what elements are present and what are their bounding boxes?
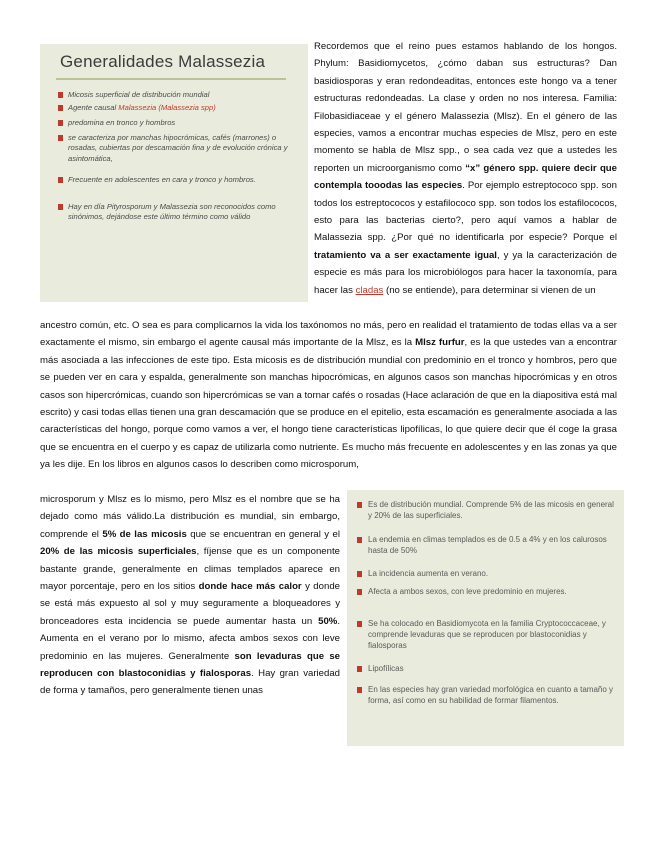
bullet-marker-icon: [357, 687, 362, 693]
bullet-marker-icon: [58, 92, 63, 98]
paragraph-intro: Recordemos que el reino pues estamos hablando de los hongos. Phylum: Basidiomycetos, ¿cómo daban sus estructuras? Dan basidiosporas y eran redondeaditas, entonces este hongo va a tener estructuras redondeadas. La clase y orden no nos interesa. Familia: Filobasidiaceae y el género Malassezia (Mlsz). En el género de las especies, vamos a encontrar muchas especies de Mlsz, pero en este momento se habla de Mlsz spp., o sea cada vez que a ustedes les reporten un microorganismo como “x” género spp. quiere decir que contempla tooodas las especies. Por ejemplo estreptococo spp. son todos los estreptococos y estafilococo spp. son todos los estafilococos, esto para las bacterias cierto?, pero aquí vamos a hablar de Malassezia spp. ¿Por qué no identificarla por especie? Porque el tratamiento va a ser exactamente igual, y ya la caracterización de especie es más para los microbiólogos para hacer la taxonomía, para hacer las cladas (no se entiende), para determinar si vienen de un: [314, 41, 617, 296]
slide-bullet: se caracteriza por manchas hipocrómicas, cafés (marrones) o rosadas, cubiertas por descamación fina y de evolución crónica y asintomática,: [68, 133, 288, 163]
paragraph-main: ancestro común, etc. O sea es para complicarnos la vida los taxónomos no más, pero en realidad el tratamiento de todas ellas va a ser exactamente el mismo, sin embargo el agente causal más importante de la Mlsz, es la Mlsz furfur, es la que ustedes van a encontrar más asociada a las infecciones de este tipo. Esta micosis es de distribución mundial con predominio en el tronco y hombros, pero que se pueden ver en cara y espalda, generalmente son manchas hipocrómicas, en algunos casos son manchas hipocrómicas y en otros casos son hipercrómicas, cuando son hipercrómicas se van a tornar cafés o rosadas (Hace aclaración de que en la diapositiva está mal escrito) y casi todas ellas tienen una gran descamación que se produce en el epitelio, esta escamación es generalmente asociada a las características del hongo, porque como vamos a ver, el hongo tiene características lipofílicas, lo que quiere decir que él coge la grasa que se encuentra en el cuerpo y es capaz de utilizarla como nutriente. Es mucho más frecuente en adolescentes y en las zonas ya que ya les dije. En los libros en algunos casos lo describen como microsporum,: [40, 320, 617, 471]
bullet-marker-icon: [58, 135, 63, 141]
bullet-marker-icon: [357, 589, 362, 595]
slide-title-rule: [56, 78, 286, 80]
bullet-marker-icon: [357, 571, 362, 577]
slide-bullet: Agente causal Malassezia (Malassezia spp): [68, 103, 216, 112]
bullet-marker-icon: [357, 666, 362, 672]
slide-image-generalidades: [40, 44, 308, 302]
slide-bullet: Hay en día Pityrosporum y Malassezia son reconocidos como sinónimos, dejándose este último término como válido: [68, 202, 276, 222]
bullet-marker-icon: [58, 120, 63, 126]
slide-bullet: Frecuente en adolescentes en cara y tronco y hombros.: [68, 175, 256, 184]
bullet-marker-icon: [58, 105, 63, 111]
paragraph-distribution: microsporum y Mlsz es lo mismo, pero Mlsz es el nombre que se ha dejado como más válido.La distribución es mundial, sin embargo, comprende el 5% de las micosis que se encuentran en general y el 20% de las micosis superficiales, fíjense que es un componente bastante grande, generalmente en climas templados aparece en mayor porcentaje, pero en los sitios donde hace más calor y donde se está más expuesto al sol y muy seguramente a bloqueadores y bronceadores esta incidencia se puede aumentar hasta un 50%. Aumenta en el verano por lo mismo, afecta ambos sexos con leve predominio en las mujeres. Generalmente son levaduras que se reproducen con blastoconidias y fialosporas. Hay gran variedad de forma y tamaños, pero generalmente tienen unas: [40, 494, 341, 697]
slide-bullet: Es de distribución mundial. Comprende 5% de las micosis en general y 20% de las superficiales.: [368, 500, 614, 520]
slide-bullet: Se ha colocado en Basidiomycota en la familia Cryptococcaceae, y comprende levaduras que se reproducen por blastoconidias y fialosporas: [368, 619, 606, 650]
slide-bullet: La incidencia aumenta en verano.: [368, 569, 489, 578]
slide-image-epidemiologia: [347, 490, 624, 746]
slide-title: Generalidades Malassezia: [60, 52, 266, 71]
slide-agent-name: Malassezia (Malassezia spp): [118, 103, 216, 112]
slide-bullet: En las especies hay gran variedad morfológica en cuanto a tamaño y forma, así como en su habilidad de formar filamentos.: [368, 685, 614, 705]
bullet-marker-icon: [357, 621, 362, 627]
bullet-marker-icon: [357, 537, 362, 543]
bullet-marker-icon: [357, 502, 362, 508]
cladas-link[interactable]: cladas: [355, 284, 384, 296]
slide-bullet: Micosis superficial de distribución mundial: [68, 90, 210, 99]
slide-bullet: Lipofílicas: [368, 664, 404, 673]
slide-bullet: predomina en tronco y hombros: [68, 118, 176, 127]
bullet-marker-icon: [58, 177, 63, 183]
slide-bullet: Afecta a ambos sexos, con leve predominio en mujeres.: [368, 587, 567, 596]
bullet-marker-icon: [58, 204, 63, 210]
slide-bullet: La endemia en climas templados es de 0.5 a 4% y en los calurosos hasta de 50%: [368, 535, 607, 555]
